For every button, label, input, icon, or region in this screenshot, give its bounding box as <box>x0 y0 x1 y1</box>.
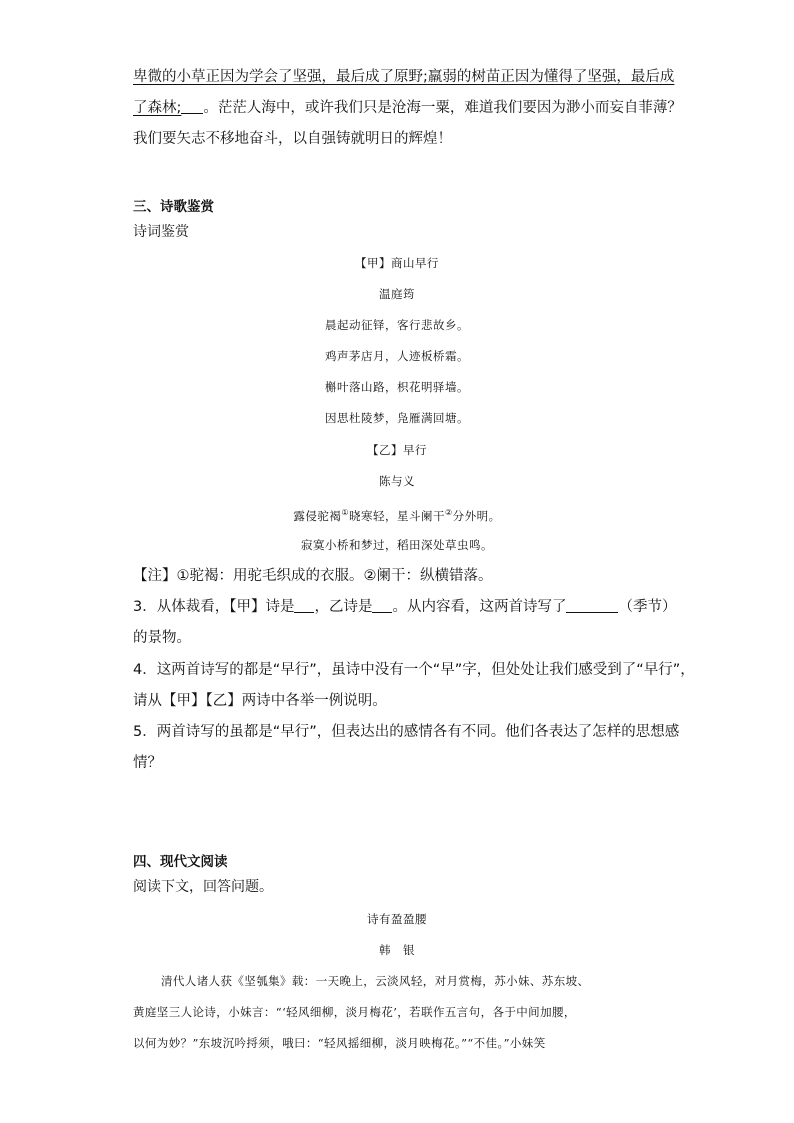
poem-b-text: 露侵驼褐 <box>293 508 342 523</box>
answer-blank[interactable] <box>181 99 203 114</box>
paragraph-line-1 <box>133 67 674 87</box>
section-heading-poetry: 三、诗歌鉴赏 <box>133 199 214 215</box>
article-paragraph-line: 清代人诸人获《坚瓠集》载：一天晚上，云淡风轻，对月赏梅，苏小妹、苏东坡、 <box>161 974 590 988</box>
question-5: 5．两首诗写的虽都是“早行”，但表达出的感情各有不同。他们各表达了怎样的思想感 <box>133 724 680 740</box>
poem-a-line: 槲叶落山路，枳花明驿墙。 <box>325 380 469 394</box>
poem-a-line: 晨起动征铎，客行悲故乡。 <box>325 318 469 332</box>
section-subheading-reading: 阅读下文，回答问题。 <box>133 879 273 895</box>
question-text: 。从内容看，这两首诗写了 <box>392 599 567 615</box>
poem-notes: 【注】①驼褐：用驼毛织成的衣服。②阑干：纵横错落。 <box>133 568 493 584</box>
paragraph-line-2 <box>133 98 682 118</box>
poem-b-title: 【乙】早行 <box>367 443 427 457</box>
article-paragraph-line: 以何为妙？”东坡沉吟捋须，哦曰：“轻风摇细柳，淡月映梅花。”“不佳。”小妹笑 <box>133 1036 546 1050</box>
question-text: （季节） <box>618 599 677 615</box>
underlined-sentence-2: 羸弱的树苗正因为懂得了坚强，最后成 <box>427 69 675 85</box>
poem-a-line: 鸡声茅店月，人迹板桥霜。 <box>325 349 469 363</box>
question-text: 3．从体裁看，【甲】诗是 <box>133 599 295 615</box>
question-5-continued: 情？ <box>133 755 162 771</box>
paragraph-text: 。茫茫人海中，或许我们只是沧海一粟，难道我们要因为渺小而妄自菲薄？ <box>203 100 682 116</box>
question-3-continued: 的景物。 <box>133 630 191 646</box>
poem-a-title: 【甲】商山早行 <box>355 256 439 270</box>
question-text: ，乙诗是 <box>314 599 373 615</box>
answer-blank[interactable] <box>566 598 618 613</box>
poem-b-line-2: 寂寞小桥和梦过，稻田深处草虫鸣。 <box>301 538 493 552</box>
answer-blank[interactable] <box>294 598 314 613</box>
poem-a-author: 温庭筠 <box>379 287 415 301</box>
section-subheading-poetry: 诗词鉴赏 <box>133 224 189 240</box>
underlined-sentence-1: 卑微的小草正因为学会了坚强，最后成了原野; <box>133 69 428 85</box>
poem-b-text: 晓寒轻，星斗阑干 <box>349 508 445 523</box>
paragraph-line-3: 我们要矢志不移地奋斗，以自强铸就明日的辉煌！ <box>133 131 452 147</box>
question-4-continued: 请从【甲】【乙】两诗中各举一例说明。 <box>133 693 387 709</box>
poem-b-author: 陈与义 <box>379 474 415 488</box>
article-paragraph-line: 黄庭坚三人论诗，小妹言：“‘轻风细柳，淡月梅花’，若联作五言句，各于中间加腰， <box>133 1005 576 1019</box>
section-heading-reading: 四、现代文阅读 <box>133 854 228 870</box>
poem-a-line: 因思杜陵梦，凫雁满回塘。 <box>325 411 469 425</box>
footnote-marker-1: ① <box>341 508 349 517</box>
article-title: 诗有盈盈腰 <box>367 912 427 926</box>
footnote-marker-2: ② <box>445 508 453 517</box>
poem-b-line-1 <box>133 504 661 525</box>
underlined-sentence-3: 了森林; <box>133 100 182 116</box>
answer-blank[interactable] <box>372 598 392 613</box>
article-author: 韩 银 <box>379 943 415 957</box>
question-3 <box>133 597 676 617</box>
question-4: 4．这两首诗写的都是“早行”，虽诗中没有一个“早”字，但处处让我们感受到了“早行”， <box>133 662 695 678</box>
poem-b-text: 分外明。 <box>452 508 501 523</box>
